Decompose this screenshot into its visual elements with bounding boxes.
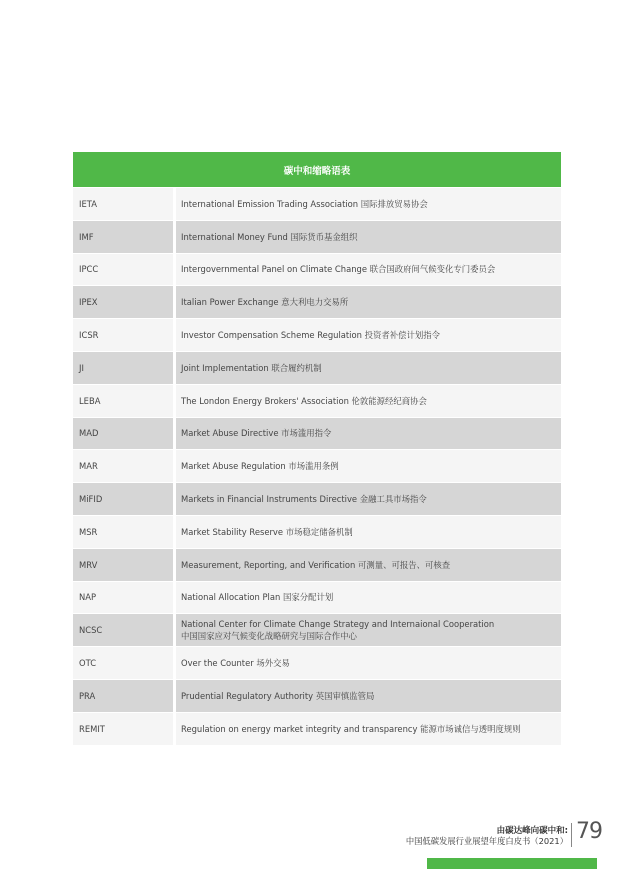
footer-accent-bar — [427, 858, 597, 869]
table-row — [73, 679, 561, 712]
table-row — [73, 548, 561, 581]
definition-cell: Markets in Financial Instruments Directive 金融工具市场指令 — [176, 482, 561, 515]
definition-cell: Italian Power Exchange 意大利电力交易所 — [176, 285, 561, 318]
table-header-row — [73, 152, 561, 187]
definition-cell: Market Abuse Directive 市场滥用指令 — [176, 417, 561, 450]
footer-report-subtitle: 中国低碳发展行业展望年度白皮书（2021） — [405, 836, 568, 846]
definition-cell: Investor Compensation Scheme Regulation 投资者补偿计划指令 — [176, 318, 561, 351]
abbreviation-cell: IPCC — [73, 253, 176, 286]
abbreviation-cell: NCSC — [73, 613, 176, 646]
page-number: 79 — [576, 819, 602, 844]
abbreviation-cell: MAR — [73, 449, 176, 482]
definition-cell: The London Energy Brokers' Association 伦敦能源经纪商协会 — [176, 384, 561, 417]
abbreviation-cell: PRA — [73, 679, 176, 712]
table-row — [73, 187, 561, 220]
abbreviation-cell: OTC — [73, 646, 176, 679]
table-row — [73, 482, 561, 515]
definition-cell: Market Stability Reserve 市场稳定储备机制 — [176, 515, 561, 548]
definition-cell: Joint Implementation 联合履约机制 — [176, 351, 561, 384]
definition-cell: Over the Counter 场外交易 — [176, 646, 561, 679]
table-body — [73, 187, 561, 745]
abbreviation-cell: NAP — [73, 581, 176, 614]
footer-divider — [571, 823, 572, 847]
abbreviation-cell: IMF — [73, 220, 176, 253]
table-row — [73, 417, 561, 450]
definition-cell: Prudential Regulatory Authority 英国审慎监管局 — [176, 679, 561, 712]
abbreviation-table — [73, 152, 561, 745]
table-row — [73, 285, 561, 318]
abbreviation-cell: REMIT — [73, 712, 176, 745]
abbreviation-cell: IETA — [73, 187, 176, 220]
table-row — [73, 220, 561, 253]
table-row — [73, 613, 561, 646]
table-row — [73, 384, 561, 417]
abbreviation-cell: JI — [73, 351, 176, 384]
definition-cell: National Allocation Plan 国家分配计划 — [176, 581, 561, 614]
abbreviation-cell: MiFID — [73, 482, 176, 515]
footer-report-title: 由碳达峰向碳中和: — [496, 826, 568, 836]
abbreviation-cell: MAD — [73, 417, 176, 450]
table-row — [73, 581, 561, 614]
table-row — [73, 646, 561, 679]
abbreviation-cell: LEBA — [73, 384, 176, 417]
table-row — [73, 449, 561, 482]
table-row — [73, 351, 561, 384]
table-title: 碳中和缩略语表 — [73, 152, 561, 187]
definition-cell: Regulation on energy market integrity and transparency 能源市场诚信与透明度规则 — [176, 712, 561, 745]
abbreviation-cell: MSR — [73, 515, 176, 548]
table-row — [73, 318, 561, 351]
abbreviation-cell: MRV — [73, 548, 176, 581]
definition-cell: Measurement, Reporting, and Verification 可测量、可报告、可核查 — [176, 548, 561, 581]
table-row — [73, 253, 561, 286]
definition-cell: Intergovernmental Panel on Climate Change 联合国政府间气候变化专门委员会 — [176, 253, 561, 286]
table-row — [73, 515, 561, 548]
table-row — [73, 712, 561, 745]
abbreviation-cell: IPEX — [73, 285, 176, 318]
definition-cell: Market Abuse Regulation 市场滥用条例 — [176, 449, 561, 482]
abbreviation-cell: ICSR — [73, 318, 176, 351]
definition-cell: National Center for Climate Change Strategy and Internaional Cooperation 中国国家应对气候变化战略研究与国际合作中心 — [176, 613, 561, 646]
definition-cell: International Money Fund 国际货币基金组织 — [176, 220, 561, 253]
definition-cell: International Emission Trading Association 国际排放贸易协会 — [176, 187, 561, 220]
